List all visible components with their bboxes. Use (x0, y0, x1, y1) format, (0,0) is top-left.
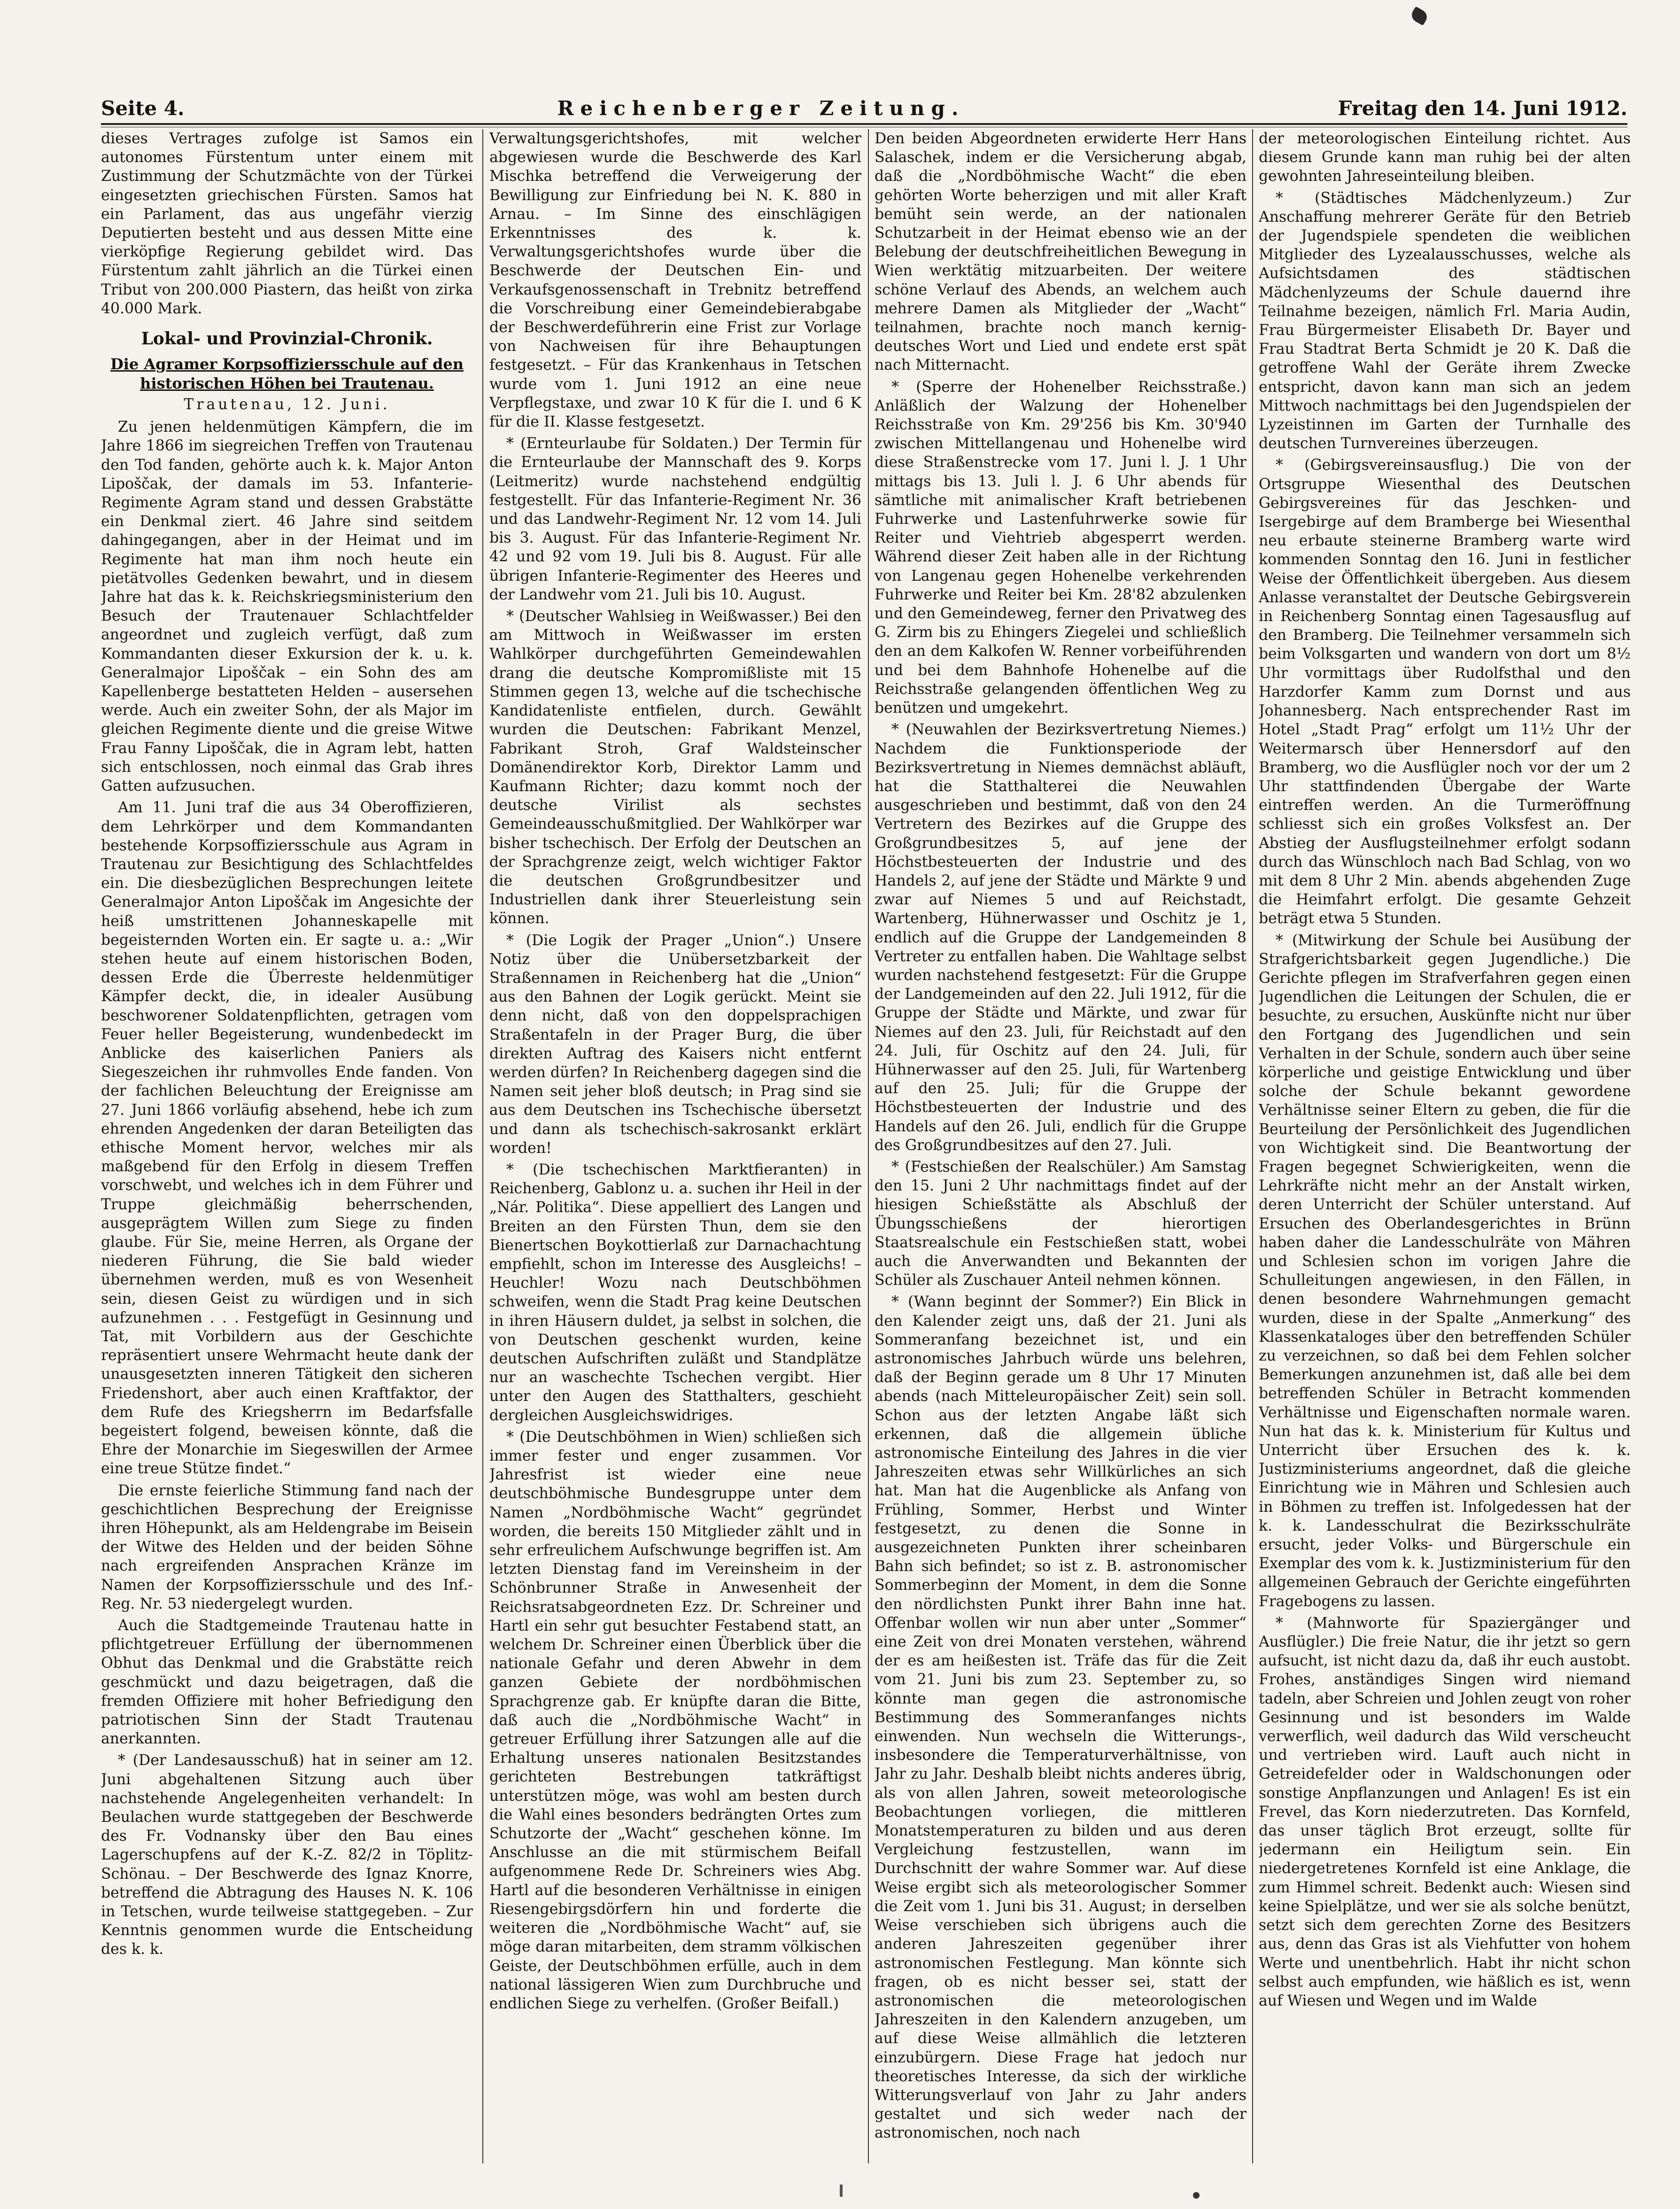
news-item: * (Neuwahlen der Bezirksvertretung Niemes.) Nachdem die Funktionsperiode der Bezirksvertretung in Niemes demnächst abläuft, hat die Statthalterei die Neuwahlen ausgeschrieben und bestimmt, daß von den 24 Vertretern des Bezirkes auf die Gruppe des Großgrundbesitzes 5, auf jene der Höchstbesteuerten der Industrie und des Handels 2, auf jene der Städte und Märkte 9 und zwar auf Niemes 5 und auf Reichstadt, Wartenberg, Hühnerwasser und Oschitz je 1, endlich auf die Gruppe der Landgemeinden 8 Vertreter zu entfallen haben. Die Wahltage selbst wurden nachstehend festgesetzt: Für die Gruppe der Landgemeinden auf den 22. Juli 1912, für die Gruppe der Städte und Märkte, und zwar für Niemes auf den 23. Juli, für Reichstadt auf den 24. Juli, für Oschitz auf den 24. Juli, für Hühnerwasser auf den 25. Juli, für Wartenberg auf den 25. Juli; für die Gruppe der Höchstbesteuerten der Industrie und des Handels auf den 26. Juli, endlich für die Gruppe des Großgrundbesitzes auf den 27. Juli. (875, 721, 1246, 1154)
news-item: * (Ernteurlaube für Soldaten.) Der Termin für die Ernteurlaube der Mannschaft des 9. Korps (Leitmeritz) wurde nachstehend endgültig festgestellt. Für das Infanterie-Regiment Nr. 36 und das Landwehr-Regiment Nr. 12 vom 14. Juli bis 3. August. Für das Infanterie-Regiment Nr. 42 und 92 vom 19. Juli bis 8. August. Für alle übrigen Infanterie-Regimenter des Heeres und der Landwehr vom 21. Juli bis 10. August. (489, 435, 861, 603)
column-1 (101, 129, 473, 2163)
news-item: * (Städtisches Mädchenlyzeum.) Zur Anschaffung mehrerer Geräte für den Betrieb der Jugendspiele spendeten die weiblichen Mitglieder des Lyzealausschusses, welche als Aufsichtsdamen des städtischen Mädchenlyzeums der Schule dauernd ihre Teilnahme bezeigen, nämlich Frl. Maria Audin, Frau Bürgermeister Elisabeth Dr. Bayer und Frau Stadtrat Berta Schmidt je 20 K. Daß die getroffene Wahl der Geräte ihrem Zwecke entspricht, davon kann man sich an jedem Mittwoch nachmittags bei den Jugendspielen der Lyzeistinnen im Garten der Turnhalle des deutschen Turnvereines überzeugen. (1259, 189, 1631, 452)
header-rule (101, 123, 1627, 127)
news-item: Den beiden Abgeordneten erwiderte Herr Hans Salaschek, indem er die Versicherung abgab, daß die „Nordböhmische Wacht“ die eben gehörten Worte beherzigen und mit aller Kraft bemüht sein werde, an der nationalen Schutzarbeit in der Heimat ebenso wie an der Belebung der deutschfreiheitlichen Bewegung in Wien werktätig mitzuarbeiten. Der weitere schöne Verlauf des Abends, an welchem auch mehrere Damen als Mitglieder der „Wacht“ teilnahmen, brachte noch manch kernig-deutsches Wort und Lied und endete erst spät nach Mitternacht. (875, 130, 1246, 374)
column-2 (489, 129, 861, 2163)
article-headline: Die Agramer Korpsoffiziersschule auf den historischen Höhen bei Trautenau. (110, 355, 464, 393)
news-item: * (Die tschechischen Marktfieranten) in Reichenberg, Gablonz u. a. suchen ihr Heil in der „Nár. Politika“. Diese appelliert des Langen und Breiten an den Fürsten Thun, dem sie den Bienertschen Boykottierlaß zur Darnachachtung empfiehlt, schon im Interesse des Ausgleichs! – Heuchler! Wozu nach Deutschböhmen schweifen, wenn die Stadt Prag keine Deutschen in ihren Häusern duldet, ja selbst in solchen, die von Deutschen geschenkt wurden, keine deutschen Aufschriften zuläßt und Standplätze nur an waschechte Tschechen vergibt. Hier unter den Augen des Statthalters, geschieht dergleichen Ausgleichswidriges. (489, 1161, 861, 1424)
news-item: * (Der Landesausschuß) hat in seiner am 12. Juni abgehaltenen Sitzung auch über nachstehende Angelegenheiten verhandelt: In Beulachen wurde stattgegeben der Beschwerde des Fr. Vodnansky über den Bau eines Lagerschupfens auf der K.-Z. 82/2 in Töplitz-Schönau. – Der Beschwerde des Ignaz Knorre, betreffend die Abtragung des Hauses N. K. 106 in Tetschen, wurde teilweise stattgegeben. – Zur Kenntnis genommen wurde die Entscheidung des k. k. (101, 1752, 473, 1958)
dateline: Trautenau, 12. Juni. (184, 396, 390, 413)
news-item: * (Mitwirkung der Schule bei Ausübung der Strafgerichtsbarkeit gegen Jugendliche.) Die Gerichte pflegen im Strafverfahren gegen einen Jugendlichen die Leitungen der Schulen, die er besuchte, zu ersuchen, Auskünfte nicht nur über den Fortgang des Jugendlichen und sein Verhalten in der Schule, sondern auch über seine körperliche und geistige Entwicklung und über solche der Schule bekannt gewordene Verhältnisse seiner Eltern zu geben, die für die Beurteilung der Persönlichkeit des Jugendlichen von Wichtigkeit sind. Die Beantwortung der Fragen begegnet Schwierigkeiten, wenn die Lehrkräfte nicht mehr an der Anstalt wirken, deren Unterricht der Schüler unterstand. Auf Ersuchen des Oberlandesgerichtes in Brünn haben daher die Landesschulräte von Mähren und Schlesien schon im vorigen Jahre die Schulleitungen angewiesen, in den Fällen, in denen besondere Wahrnehmungen gemacht wurden, diese in der Spalte „Anmerkung“ des Klassenkataloges über den betreffenden Schüler zu verzeichnen, so daß bei dem Fehlen solcher Bemerkungen anzunehmen ist, daß alle bei dem betreffenden Schüler in Betracht kommenden Verhältnisse und Eigenschaften normale waren. Nun hat das k. k. Ministerium für Kultus und Unterricht über Ersuchen des k. k. Justizministeriums angeordnet, daß die gleiche Einrichtung wie in Mähren und Schlesien auch in Böhmen zu treffen ist. Infolgedessen hat der k. k. Landesschulrat die Bezirksschulräte ersucht, jeder Volks- und Bürgerschule ein Exemplar des vom k. k. Justizministerium für den allgemeinen Gebrauch der Gerichte eingeführten Fragebogens zu lassen. (1259, 932, 1631, 1610)
column-divider (868, 129, 869, 2163)
article-text: dieses Vertrages zufolge ist Samos ein autonomes Fürstentum unter einem mit Zustimmung der Schutzmächte von der Türkei eingesetzten griechischen Fürsten. Samos hat ein Parlament, das aus ungefähr vierzig Deputierten besteht und aus dessen Mitte eine vierköpfige Regierung gebildet wird. Das Fürstentum zahlt jährlich an die Türkei einen Tribut von 200.000 Piastern, das heißt von zirka 40.000 Mark. (101, 130, 473, 317)
news-item: * (Deutscher Wahlsieg in Weißwasser.) Bei den am Mittwoch in Weißwasser im ersten Wahlkörper durchgeführten Gemeindewahlen drang die deutsche Kompromißliste mit 15 Stimmen gegen 13, welche auf die tschechische Kandidatenliste entfielen, durch. Gewählt wurden die Deutschen: Fabrikant Menzel, Fabrikant Stroh, Graf Waldsteinscher Domänendirektor Korb, Direktor Lamm und Kaufmann Richter; dazu kommt noch der deutsche Virilist als sechstes Gemeindeausschußmitglied. Der Wahlkörper war bisher tschechisch. Der Erfolg der Deutschen an der Sprachgrenze zeigt, welch wichtiger Faktor die deutschen Großgrundbesitzer und Industriellen dank ihrer Steuerleistung sein können. (489, 608, 861, 927)
news-item: * (Die Deutschböhmen in Wien) schließen sich immer fester und enger zusammen. Vor Jahresfrist ist wieder eine neue deutschböhmische Bundesgruppe unter dem Namen „Nordböhmische Wacht“ gegründet worden, die bereits 150 Mitglieder zählt und in sehr erfreulichem Aufschwunge begriffen ist. Am letzten Dienstag fand im Vereinsheim in der Schönbrunner Straße in Anwesenheit der Reichsratsabgeordneten Ezz. Dr. Schreiner und Hartl ein sehr gut besuchter Festabend statt, an welchem Dr. Schreiner einen Überblick über die nationale Gefahr und deren Abwehr in dem ganzen Gebiete der nordböhmischen Sprachgrenze gab. Er knüpfte daran die Bitte, daß auch die „Nordböhmische Wacht“ in getreuer Erfüllung ihrer Satzungen alle auf die Erhaltung unseres nationalen Besitzstandes gerichteten Bestrebungen tatkräftigst unterstützen möge, was wohl am besten durch die Wahl eines besonders bedrängten Ortes zum Schutzorte der „Wacht“ geschehen könne. Im Anschlusse an die mit stürmischem Beifall aufgenommene Rede Dr. Schreiners wies Abg. Hartl auf die besonderen Verhältnisse in einigen Riesengebirgsdörfern hin und forderte die weiteren die „Nordböhmische Wacht“ auf, sie möge daran mitarbeiten, dem stramm völkischen Geiste, der Deutschböhmen erfülle, auch in dem national lässigeren Wien zum Durchbruche und endlichen Siege zu verhelfen. (Großer Beifall.) (489, 1428, 861, 2012)
print-mark (840, 2185, 843, 2197)
article-text: Die ernste feierliche Stimmung fand nach der geschichtlichen Besprechung der Ereignisse ihren Höhepunkt, als am Heldengrabe im Beisein der Witwe des Helden und der beiden Söhne nach ergreifenden Ansprachen Kränze im Namen der Korpsoffiziersschule und des Inf.-Reg. Nr. 53 niedergelegt wurden. (101, 1482, 473, 1612)
page-header (101, 87, 1627, 120)
news-item: * (Sperre der Hohenelber Reichsstraße.) Anläßlich der Walzung der Hohenelber Reichsstraße von Km. 29'256 bis Km. 30'940 zwischen Mittellangenau und Hohenelbe wird diese Straßenstrecke vom 17. Juni l. J. 1 Uhr mittags bis 13. Juli l. J. 6 Uhr abends für sämtliche mit animalischer Kraft betriebenen Fuhrwerke und Lastenfuhrwerke sowie für Reiter und Viehtrieb abgesperrt werden. Während dieser Zeit haben alle in der Richtung von Langenau gegen Hohenelbe verkehrenden Fuhrwerke und Reiter bei Km. 28'82 abzulenken und den Gemeindeweg, ferner den Privatweg des G. Zirm bis zu Ehingers Ziegelei und schließlich den an dem Kalkofen W. Renner vorbeiführenden und bei dem Bahnhofe Hohenelbe auf die Reichsstraße gelangenden öffentlichen Weg zu benützen und umgekehrt. (875, 378, 1246, 717)
news-item: der meteorologischen Einteilung richtet. Aus diesem Grunde kann man ruhig bei der alten gewohnten Jahreseinteilung bleiben. (1259, 130, 1631, 185)
news-item: * (Gebirgsvereinsausflug.) Die von der Ortsgruppe Wiesenthal des Deutschen Gebirgsvereines für das Jeschken- und Isergebirge auf dem Bramberge bei Wiesenthal neu erbaute steinerne Bramberg warte wird kommenden Sonntag den 16. Juni in festlicher Weise der Öffentlichkeit übergeben. Aus diesem Anlasse veranstaltet der Deutsche Gebirgsverein in Reichenberg Sonntag einen Tagesausflug auf den Bramberg. Die Teilnehmer versammeln sich beim Volksgarten und wandern von dort um 8½ Uhr vormittags über Rudolfsthal und den Harzdorfer Kamm zum Dornst und aus Johannesberg. Nach entsprechender Rast im Hotel „Stadt Prag“ erfolgt um 11½ Uhr der Weitermarsch über Hennersdorf auf den Bramberg, wo die Ausflügler noch vor der um 2 Uhr stattfindenden Übergabe der Warte eintreffen werden. An die Turmeröffnung schliesst sich ein großes Volksfest an. Der Abstieg der Ausflugsteilnehmer erfolgt sodann durch das Wünschloch nach Bad Schlag, von wo mit dem 8 Uhr 2 Min. abends abgehenden Zuge die Heimfahrt erfolgt. Die gesamte Gehzeit beträgt etwa 5 Stunden. (1259, 457, 1631, 927)
news-item: * (Festschießen der Realschüler.) Am Samstag den 15. Juni 2 Uhr nachmittags findet auf der hiesigen Schießstätte als Abschluß der Übungsschießens der hierortigen Staatsrealschule ein Festschießen statt, wobei auch die Anverwandten und Bekannten der Schüler als Zuschauer Anteil nehmen können. (875, 1158, 1246, 1289)
news-item: * (Die Logik der Prager „Union“.) Unsere Notiz über die Unübersetzbarkeit der Straßennamen in Reichenberg hat die „Union“ aus den Bahnen der Logik gerückt. Meint sie denn nicht, daß von den doppelsprachigen Straßentafeln in der Prager Burg, die über direkten Auftrag des Kaisers nicht entfernt werden dürfen? In Reichenberg dagegen sind die Namen seit jeher bloß deutsch; in Prag sind sie aus dem Deutschen ins Tschechische übersetzt und dann als tschechisch-sakrosankt erklärt worden! (489, 932, 861, 1157)
news-item: * (Wann beginnt der Sommer?) Ein Blick in den Kalender zeigt uns, daß der 21. Juni als Sommeranfang bezeichnet ist, und ein astronomisches Jahrbuch würde uns belehren, daß der Beginn gerade um 8 Uhr 17 Minuten abends (nach Mitteleuropäischer Zeit) sein soll. Schon aus der letzten Angabe läßt sich erkennen, daß die allgemein übliche astronomische Einteilung des Jahres in die vier Jahreszeiten etwas sehr Willkürliches an sich hat. Man hat die Augenblicke als Anfang von Frühling, Sommer, Herbst und Winter festgesetzt, zu denen die Sonne in ausgezeichneten Punkten ihrer scheinbaren Bahn sich befindet; so ist z. B. astronomischer Sommerbeginn der Moment, in dem die Sonne den nördlichsten Punkt ihrer Bahn inne hat. Offenbar wollen wir nun aber unter „Sommer“ eine Zeit von drei Monaten verstehen, während der es am heißesten ist. Träfe das für die Zeit vom 21. Juni bis zum 23. September zu, so könnte man gegen die astronomische Bestimmung des Sommeranfanges nichts einwenden. Nun wechseln die Witterungs-, insbesondere die Temperaturverhältnisse, von Jahr zu Jahr. Deshalb bleibt nichts anderes übrig, als von allen Jahren, soweit meteorologische Beobachtungen vorliegen, die mittleren Monatstemperaturen zu bilden und aus deren Vergleichung festzustellen, wann im Durchschnitt der wahre Sommer war. Auf diese Weise ergibt sich als meteorologischer Sommer die Zeit vom 1. Juni bis 31. August; in derselben Weise verschieben sich übrigens auch die anderen Jahreszeiten gegenüber ihrer astronomischen Festlegung. Man könnte sich fragen, ob es nicht besser sei, statt der astronomischen die meteorologischen Jahreszeiten in den Kalendern anzugeben, um auf diese Weise allmählich die letzteren einzubürgern. Diese Frage hat jedoch nur theoretisches Interesse, da sich der wirkliche Witterungsverlauf von Jahr zu Jahr anders gestaltet und sich weder nach der astronomischen, noch nach (875, 1293, 1246, 2142)
article-text: Am 11. Juni traf die aus 34 Oberoffizieren, dem Lehrkörper und dem Kommandanten bestehende Korpsoffiziersschule aus Agram in Trautenau zur Besichtigung des Schlachtfeldes ein. Die diesbezüglichen Besprechungen leitete Generalmajor Anton Lipoščak im Angesichte der heiß umstrittenen Johanneskapelle mit begeisternden Worten ein. Er sagte u. a.: „Wir stehen heute auf einem historischen Boden, dessen Erde die Überreste heldenmütiger Kämpfer deckt, die, in idealer Ausübung beschworener Soldatenpflichten, getragen vom Feuer heller Begeisterung, wundenbedeckt im Anblicke des kaiserlichen Paniers als Siegeszeichen ihr ruhmvolles Ende fanden. Von der fachlichen Beleuchtung der Ereignisse am 27. Juni 1866 vorläufig absehend, hebe ich zum ehrenden Angedenken der daran Beteiligten das ethische Moment hervor, welches mir als maßgebend für den Erfolg in diesem Treffen vorschwebt, und welches ich in dem Führer und Truppe gleichmäßig beherrschenden, ausgeprägtem Willen zum Siege zu finden glaube. Für Sie, meine Herren, als Organe der niederen Führung, die Sie bald wieder übernehmen werden, muß es von Wesenheit sein, diesen Geist zu würdigen und in sich aufzunehmen . . . Festgefügt in Gesinnung und Tat, mit Vorbildern aus der Geschichte repräsentiert unsere Wehrmacht heute dank der unausgesetzten inneren Tätigkeit den sicheren Friedenshort, aber auch einen Kraftfaktor, der dem Rufe des Kriegsherrn im Bedarfsfalle begeistert folgend, beweisen könnte, daß die Ehre der Monarchie im Siegeswillen der Armee eine treue Stütze findet.“ (101, 799, 473, 1478)
print-dot (1193, 2192, 1200, 2199)
issue-date: Freitag den 14. Juni 1912. (1338, 97, 1627, 120)
column-3 (875, 129, 1246, 2163)
section-heading: Lokal- und Provinzial-Chronik. (141, 329, 433, 349)
article-text: Zu jenen heldenmütigen Kämpfern, die im Jahre 1866 im siegreichen Treffen von Trautenau den Tod fanden, gehörte auch k. k. Major Anton Lipoščak, der damals im 53. Infanterie-Regimente Agram stand und dessen Grabstätte ein Denkmal ziert. 46 Jahre sind seitdem dahingegangen, aber in der Heimat und im Regimente hat man ihm noch heute ein pietätvolles Gedenken bewahrt, und in diesem Jahre hat das k. k. Reichskriegsministerium den Besuch der Trautenauer Schlachtfelder angeordnet und zugleich verfügt, daß zum Kommandanten dieser Exkursion der k. u. k. Generalmajor Lipoščak – ein Sohn des am Kapellenberge bestatteten Helden – ausersehen werde. Auch ein zweiter Sohn, der als Major im gleichen Regimente diente und die greise Witwe Frau Fanny Lipoščak, die in Agram lebt, hatten sich entschlossen, noch einmal das Grab ihres Gatten aufzusuchen. (101, 419, 473, 795)
article-text: Auch die Stadtgemeinde Trautenau hatte in pflichtgetreuer Erfüllung der übernommenen Obhut das Denkmal und die Grabstätte reich geschmückt und dazu beigetragen, daß die fremden Offiziere mit hoher Befriedigung den patriotischen Sinn der Stadt Trautenau anerkannten. (101, 1617, 473, 1748)
newspaper-title: Reichenberger Zeitung. (557, 97, 965, 120)
page-number: Seite 4. (101, 97, 185, 120)
news-item: Verwaltungsgerichtshofes, mit welcher abgewiesen wurde die Beschwerde des Karl Mischka betreffend die Verweigerung der Bewilligung zur Einfriedung bei N. K. 880 in Arnau. – Im Sinne des einschlägigen Erkenntnisses des k. k. Verwaltungsgerichtshofes wurde über die Beschwerde der Deutschen Ein- und Verkaufsgenossenschaft in Trebnitz betreffend die Vorschreibung einer Gemeindebierabgabe der Beschwerdeführerin eine Frist zur Vorlage von Nachweisen für ihre Behauptungen festgesetzt. – Für das Krankenhaus in Tetschen wurde vom 1. Juni 1912 an eine neue Verpflegstaxe, und zwar 10 K für die I. und 6 K für die II. Klasse festgesetzt. (489, 130, 861, 431)
news-item: * (Mahnworte für Spaziergänger und Ausflügler.) Die freie Natur, die ihr jetzt so gern aufsucht, ist nicht dazu da, daß ihr euch austobt. Frohes, anständiges Singen wird niemand tadeln, aber Schreien und Johlen zeugt von roher Gesinnung und ist besonders im Walde verwerflich, weil dadurch das Wild verscheucht und vertrieben wird. Lauft auch nicht in Getreidefelder oder in Waldschonungen oder sonstige Anpflanzungen und Anlagen! Es ist ein Frevel, das Korn niederzutreten. Das Kornfeld, das unser täglich Brot erzeugt, sollte für jedermann ein Heiligtum sein. Ein niedergetretenes Kornfeld ist eine Anklage, die zum Himmel schreit. Bedenkt auch: Wiesen sind keine Spielplätze, und wer sie als solche benützt, setzt sich dem gerechten Zorne des Besitzers aus, denn das Gras ist als Viehfutter von hohem Werte und unentbehrlich. Habt ihr nicht schon selbst auch empfunden, wie häßlich es ist, wenn auf Wiesen und Wegen und im Walde (1259, 1614, 1631, 2009)
column-4 (1259, 129, 1631, 2163)
column-divider (482, 129, 483, 2163)
column-divider (1252, 129, 1253, 2163)
ink-mark (1409, 6, 1429, 25)
